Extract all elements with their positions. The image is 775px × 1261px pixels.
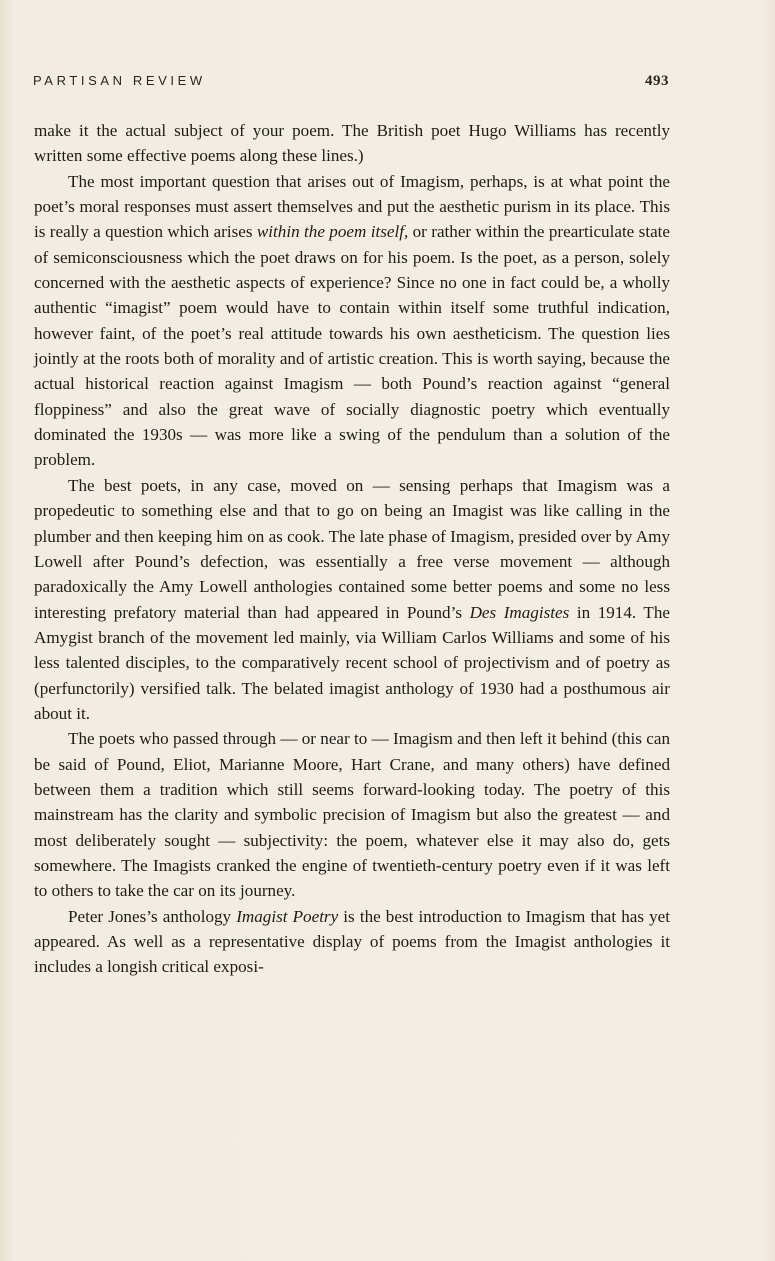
paragraph — [34, 169, 670, 473]
paragraph — [34, 473, 670, 726]
text-run: The poets who passed through — or near to — Imagism and then left it behind (this can be said of Pound, Eliot, Marianne Moore, Hart Crane, and many others) have defined between them a tradition which still seems forward-looking today. The poetry of this mainstream has the clarity and symbolic precision of Imagism but also the greatest — and most deliberately sought — subjectivity: the poem, whatever else it may also do, gets somewhere. The Imagists cranked the engine of twentieth-century poetry even if it was left to others to take the car on its journey. — [34, 729, 670, 901]
text-run: The best poets, in any case, moved on — sensing perhaps that Imagism was a propedeutic to something else and that to go on being an Imagist was like calling in the plumber and then keeping him on as cook. The late phase of Imagism, presided over by Amy Lowell after Pound’s defection, was essentially a free verse movement — although paradoxically the Amy Lowell anthologies contained some better poems and some no less interesting prefatory material than had appeared in Pound’s — [34, 475, 670, 622]
text-run: The most important question that arises out of Imagism, perhaps, is at what point the poet’s moral responses must assert themselves and put the aesthetic purism in its place. This is really a question which arises — [34, 171, 670, 242]
italic-text: Imagist Poetry — [236, 906, 339, 926]
paragraph — [34, 118, 670, 169]
italic-text: Des Imagistes — [469, 602, 570, 622]
running-head — [33, 73, 669, 93]
paragraph — [34, 726, 670, 903]
text-run: is the best introduction to Imagism that has yet appeared. As well as a representative display of poems from the Imagist anthologies it includes a longish critical exposi- — [34, 906, 670, 977]
italic-text: within the poem itself, — [256, 222, 409, 242]
text-run: in 1914. The Amygist branch of the movement led mainly, via William Carlos Williams and some of his less talented disciples, to the comparatively recent school of projectivism and of poetry as (perfunctorily) versified talk. The belated imagist anthology of 1930 had a posthumous air about it. — [34, 602, 670, 723]
text-run: Peter Jones’s anthology — [68, 906, 237, 926]
article-body — [34, 118, 670, 980]
text-run: make it the actual subject of your poem. The British poet Hugo Williams has recently written some effective poems along these lines.) — [34, 121, 670, 166]
page-number: 493 — [645, 73, 669, 89]
text-run: or rather within the prearticulate state of semiconsciousness which the poet draws on for his poem. Is the poet, as a person, solely concerned with the aesthetic aspects of experience? Since no one in fact could be, a wholly authentic “imagist” poem would have to contain within itself some truthful indication, however faint, of the poet’s real attitude towards his own aestheticism. The question lies jointly at the roots both of morality and of artistic creation. This is worth saying, because the actual historical reaction against Imagism — both Pound’s reaction against “general floppiness” and also the great wave of socially diagnostic poetry which eventually dominated the 1930s — was more like a swing of the pendulum than a solution of the problem. — [34, 222, 670, 470]
journal-title: PARTISAN REVIEW — [33, 73, 206, 88]
paragraph — [34, 904, 670, 980]
